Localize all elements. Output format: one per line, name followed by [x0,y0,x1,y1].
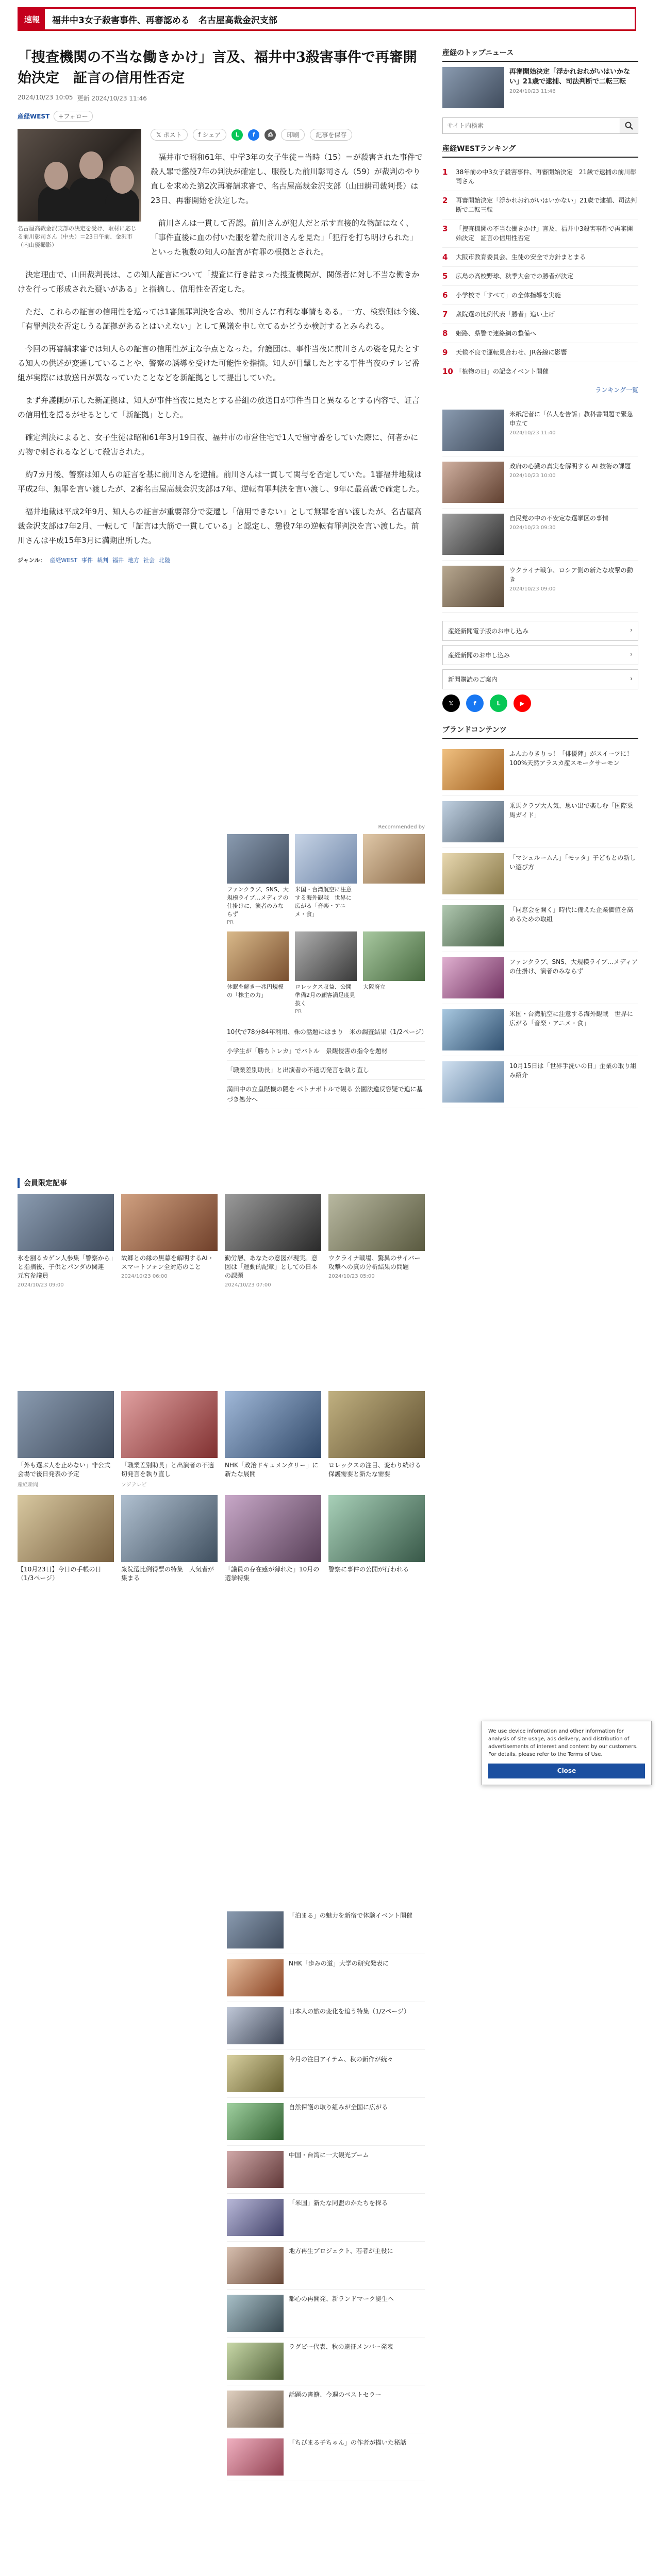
ranking-list [442,163,638,381]
article-photo-block [18,129,141,249]
feed-item[interactable] [18,1391,114,1488]
brand-thumb [442,853,504,894]
genre-link[interactable]: 福井 [112,557,124,564]
recommend-link[interactable]: 小学生が「勝ちトレカ」でバトル 景観侵害の指令を題材 [227,1042,425,1061]
genre-link[interactable]: 社会 [143,557,155,564]
feed-item[interactable] [121,1495,218,1584]
feed-list-title: 「泊まる」の魅力を新宿で体験イベント開催 [289,1912,413,1919]
x-icon[interactable]: 𝕏 [442,694,460,712]
chevron-right-icon: › [630,626,633,634]
feed-title: 「議員の存在感が薄れた」10月の選挙特集 [225,1566,320,1582]
article-author [18,111,425,122]
members-thumb [328,1194,425,1251]
ranking-number: 8 [442,329,448,338]
brand-thumb [442,905,504,946]
feed-list-section [227,1906,425,2481]
sidebar-list-title: ウクライナ戦争、ロシア側の新たな攻撃の動き [509,567,633,583]
facebook-icon[interactable]: f [248,129,259,141]
members-thumb [121,1194,218,1251]
feed-item[interactable] [18,1495,114,1584]
recommend-section [227,824,425,1109]
ranking-number: 7 [442,310,448,319]
feed-thumb [121,1495,218,1562]
recommend-sub: PR [227,920,234,925]
feed-list-thumb [227,2151,284,2188]
recommend-grid [227,834,425,1014]
article-main [18,47,425,564]
brand-item[interactable] [442,1056,638,1108]
ranking-number: 6 [442,291,448,300]
feed-thumb [18,1495,114,1562]
feed-list-title: 日本人の旅の変化を追う特集（1/2ページ） [289,2008,410,2015]
recommend-item[interactable] [227,834,289,925]
ranking-title: 小学校で「すべて」の全体指導を実施 [456,292,561,299]
feed-title: 「職業差別助長」と出演者の不適切発言を執り直し [121,1462,214,1478]
post-label: ポスト [163,131,182,139]
recommend-link[interactable]: 「職業差別助長」と出演者の不適切発言を執り直し [227,1061,425,1080]
feed-list-title: 話題の書籍、今週のベストセラー [289,2391,382,2398]
ranking-title: 天候不良で運転見合わせ、JR各線に影響 [456,349,567,356]
ranking-title: 広島の高校野球、秋季大会での勝者が決定 [456,273,574,280]
feed-list-title: 「ちびまる子ちゃん」の作者が描いた秘話 [289,2439,407,2446]
ranking-item[interactable] [442,267,638,286]
feed-grid [18,1391,425,1584]
share-button[interactable]: f シェア [193,129,227,141]
ranking-item[interactable] [442,248,638,267]
follow-button[interactable]: +フォロー [54,111,92,122]
feed-list-title: 都心の再開発、新ランドマーク誕生へ [289,2295,394,2302]
article-paragraph: 福井地裁は平成2年9月、知人らの証言が重要部分で変遷し「信用できない」として無罪を言い渡したが、名古屋高裁金沢支部は7年2月、一転して「証言は大筋で一貫している」と認定し、懲役7年の逆転有罪判決を言い渡した。前川さんは平成15年3月に満期出所した。 [18,507,422,545]
feed-list-item[interactable] [227,2433,425,2481]
brand-title: ふんわりきりっ！「俳優陣」がスイーツに！100%天然アラスカ産スモークサーモン [509,750,633,767]
recommend-thumb [363,834,425,884]
brand-title: 米国・台湾航空に注意する海外観戦 世界に広がる「音楽・アニメ・食」 [509,1010,634,1027]
recommend-item[interactable] [363,931,425,1014]
ranking-number: 10 [442,367,453,376]
ranking-title: 衆院選の比例代表「勝者」追い上げ [456,311,555,318]
brand-item[interactable] [442,1004,638,1056]
subscription-banner[interactable] [442,645,638,665]
ranking-title: 大阪市教育委員会、生徒の安全で方針まとまる [456,253,586,261]
feed-title: 警察に事件の公開が行われる [328,1566,409,1573]
recommend-thumb [227,834,289,884]
photo-caption: 名古屋高裁金沢支部の決定を受け、取材に応じる前川彰司さん（中央）＝23日午前、金沢市（内山優撮影） [18,225,137,248]
top-news-title: 再審開始決定「浮かれおれがいはいかない」21歳で逮捕、司法判断で二転三転 [509,68,631,86]
members-item[interactable] [18,1194,114,1288]
feed-item[interactable] [225,1391,321,1488]
ranking-number: 3 [442,224,448,233]
recommend-item[interactable] [227,931,289,1014]
feed-thumb [18,1391,114,1458]
brand-heading: ブランドコンテンツ [442,724,638,739]
ranking-item[interactable] [442,219,638,248]
photo-figure-head [79,151,103,179]
sidebar-list-date: 2024/10/23 09:00 [509,586,556,592]
recommend-sub: PR [295,1009,302,1014]
brand-thumb [442,801,504,842]
print-icon[interactable]: ⎙ [264,129,276,141]
sidebar-list-thumb [442,566,504,607]
feed-sub: フジテレビ [121,1482,147,1488]
feed-list-title: ラグビー代表、秋の遠征メンバー発表 [289,2343,393,2350]
breaking-text[interactable]: 福井中3女子殺害事件、再審認める 名古屋高裁金沢支部 [52,15,277,26]
brand-item[interactable] [442,744,638,796]
members-thumb [18,1194,114,1251]
feed-title: 【10月23日】今日の手帳の日（1/3ページ） [18,1566,102,1582]
feed-title: NHK「政治ドキュメンタリー」に新たな展開 [225,1462,319,1478]
sidebar-list-item[interactable] [442,404,638,456]
ranking-title: 「植物の日」の記念イベント開催 [456,368,549,375]
members-item[interactable] [225,1194,321,1288]
article-paragraph: 福井市で昭和61年、中学3年の女子生徒＝当時（15）＝が殺害された事件で殺人罪で懲役7年の判決が確定し、服役した前川彰司さん（59）が裁判のやり直しを求めた第2次再審請求審で、名古屋高裁金沢支部（山田耕司裁判長）は23日、再審開始を決定した。 [151,152,423,205]
ranking-title: 38年前の中3女子殺害事件、再審開始決定 21歳で逮捕の前川彰司さん [456,168,637,185]
feed-list-thumb [227,2343,284,2380]
feed-item[interactable] [328,1391,425,1488]
article-paragraph: まず弁護側が示した新証拠は、知人が事件当夜に見たとする番組の放送日が事件当日と異なるとする内容で、証言の信用性を揺るがせるとして「新証拠」とした。 [18,396,420,419]
ranking-title: 「捜査機関の不当な働きかけ」言及、福井中3殺害事件で再審開始決定 証言の信用性否定 [456,225,633,242]
sidebar-list [442,404,638,613]
feed-list-thumb [227,2295,284,2332]
article-title: 「捜査機関の不当な働きかけ」言及、福井中3殺害事件で再審開始決定 証言の信用性否定 [18,49,417,86]
brand-title: ファンクラブ、SNS、大規模ライブ…メディアの仕掛け、演者のみならず [509,958,638,975]
sidebar-list-thumb [442,514,504,555]
feed-list-item[interactable] [227,2194,425,2242]
feed-list-title: NHK「歩みの道」大学の研究発表に [289,1960,389,1967]
feed-list-item[interactable] [227,1954,425,2002]
sidebar-list-date: 2024/10/23 09:30 [509,525,556,531]
top-news-item[interactable] [442,67,638,108]
search-input[interactable] [443,118,620,133]
feed-list-thumb [227,2391,284,2428]
feed-list-item[interactable] [227,2290,425,2337]
brand-thumb [442,1061,504,1103]
sns-icons [442,694,638,712]
ranking-number: 5 [442,272,448,281]
recommend-title: ファンクラブ、SNS、大規模ライブ…メディアの仕掛けに、演者のみならず [227,886,289,918]
genre-link[interactable]: 産経WEST [49,557,78,564]
recommend-title: 米国・台湾航空に注意する海外観戦 世界に広がる「音楽・アニメ・食」 [295,886,352,918]
members-date: 2024/10/23 09:00 [18,1282,64,1288]
top-news-heading: 産経のトップニュース [442,47,638,62]
feed-list-title: 「米国」新たな同盟のかたちを探る [289,2199,388,2207]
photo-figure-head [110,166,134,194]
brand-title: 10月15日は「世界手洗いの日」企業の取り組み紹介 [509,1062,637,1079]
feed-list-item[interactable] [227,2385,425,2433]
recommend-item[interactable] [295,931,357,1014]
top-news-date: 2024/10/23 11:46 [509,89,556,94]
recommend-sponsored: Recommended by [378,824,425,830]
feed-list-item[interactable] [227,2337,425,2385]
top-news-thumb [442,67,504,108]
recommend-thumb [295,931,357,981]
ranking-number: 9 [442,348,448,357]
ranking-number: 2 [442,196,448,205]
banner-label: 産経新聞のお申し込み [448,652,510,659]
recommend-thumb [227,931,289,981]
feed-list-thumb [227,2007,284,2044]
feed-item[interactable] [225,1495,321,1584]
brand-title: 「マシュルームん」「モッタ」子どもとの新しい遊び方 [509,854,636,871]
save-button[interactable]: 記事を保存 [310,129,352,141]
feed-list-title: 自然保護の取り組みが全国に広がる [289,2104,388,2111]
brand-thumb [442,749,504,790]
article-paragraph: 前川さんは一貫して否認。前川さんが犯人だと示す直接的な物証はなく、「事件直後に血の付いた服を着た前川さんを見た」「犯行を打ち明けられた」といった複数の知人の証言が有罪の根拠とされた。 [151,218,418,257]
members-date: 2024/10/23 06:00 [121,1274,168,1279]
breaking-tag: 速報 [19,9,45,29]
ranking-item[interactable] [442,324,638,343]
feed-list-thumb [227,2247,284,2284]
members-grid [18,1194,425,1288]
ranking-number: 4 [442,252,448,262]
feed-list-item[interactable] [227,1906,425,1954]
feed-list-thumb [227,2055,284,2092]
photo-figure-head [44,162,68,190]
feed-thumb [328,1391,425,1458]
article-paragraph: 確定判決によると、女子生徒は昭和61年3月19日夜、福井市の市営住宅で1人で留守番をしていた際に、何者かに刃物で刺されるなどして殺害された。 [18,433,419,456]
banner-label: 新聞購読のご案内 [448,676,498,683]
members-title: 勤労層、あなたの意図が現実。意図は「運動的記章」としての日本の課題 [225,1255,318,1279]
feed-item[interactable] [121,1391,218,1488]
feed-list-item[interactable] [227,2050,425,2098]
feed-title: ロレックスの注目、変わり続ける保護需要と新たな需要 [328,1462,421,1478]
brand-item[interactable] [442,900,638,952]
line-icon[interactable]: L [490,694,507,712]
feed-list-title: 今月の注目アイテム、秋の新作が続々 [289,2056,393,2063]
recommend-thumb [295,834,357,884]
banner-label: 産経新聞電子版のお申し込み [448,628,529,635]
ranking-title: 再審開始決定「浮かれおれがいはいかない」21歳で逮捕、司法判断で二転三転 [456,197,637,213]
genre-row [18,556,425,564]
brand-thumb [442,1009,504,1050]
post-button[interactable]: 𝕏 ポスト [151,129,188,141]
article-photo[interactable] [18,129,141,222]
feed-thumb [225,1495,321,1562]
feed-list-item[interactable] [227,2146,425,2194]
sidebar-list-item[interactable] [442,509,638,561]
feed-title: 「外も選ぶ人を止めない」非公式会場で後日発表の予定 [18,1462,111,1478]
article-meta [18,94,425,103]
ranking-item[interactable] [442,305,638,324]
genre-label: ジャンル： [18,557,46,564]
recommend-link[interactable]: 10代で78分84年利用、株の話題にはまり 米の調査結果（1/2ページ） [227,1023,425,1042]
sidebar-list-title: 自民党の中の不安定な選挙区の事情 [509,515,609,522]
brand-title: 乗馬クラブ大人気、思い出で楽しむ「国際乗馬ガイド」 [509,802,634,819]
chevron-right-icon: › [630,651,633,658]
feed-thumb [328,1495,425,1562]
feed-list-thumb [227,1911,284,1948]
members-heading: 会員限定記事 [18,1178,425,1188]
brand-item[interactable] [442,796,638,848]
youtube-icon[interactable]: ▶ [514,694,531,712]
members-title: 氷を割るカゲン人参集「警察から」と指摘後、子供とパンダの関連 元宮参議員 [18,1255,113,1279]
share-label: シェア [202,131,221,139]
feed-thumb [121,1391,218,1458]
members-title: 故郷との縁の黒幕を解明するAI・スマートフォン全対応のこと [121,1255,214,1270]
feed-list-thumb [227,2103,284,2140]
brand-item[interactable] [442,952,638,1004]
ranking-item[interactable] [442,163,638,191]
recommend-title: 休眠を解き一兆円規模の「株主の力」 [227,984,284,998]
feed-list-title: 地方再生プロジェクト、若者が主役に [289,2247,393,2255]
sidebar [442,47,638,1108]
members-date: 2024/10/23 05:00 [328,1274,375,1279]
recommend-item[interactable] [295,834,357,925]
recommend-item[interactable] [363,834,425,925]
sidebar-list-title: 政府の心臓の真実を解明する AI 技術の課題 [509,463,631,470]
genre-link[interactable]: 事件 [81,557,93,564]
cookie-text: We use device information and other information for analysis of site usage, ads delivery, and distribution of advertisements of interest and content by our customers. For details, please refer to the Terms of Use. [488,1728,638,1757]
breaking-news-banner[interactable] [18,7,636,31]
members-thumb [225,1194,321,1251]
brand-thumb [442,957,504,998]
members-item[interactable] [328,1194,425,1288]
recommend-text-links [227,1023,425,1109]
brand-item[interactable] [442,848,638,900]
members-date: 2024/10/23 07:00 [225,1282,271,1288]
ranking-item[interactable] [442,362,638,381]
share-row [151,129,425,141]
article-paragraph: 今回の再審請求審では知人らの証言の信用性が主な争点となった。弁護団は、事件当夜に前川さんの姿を見たとする知人の供述が変遷していることや、警察の誘導を受けた可能性を指摘。知人が目撃したとする事件当夜のテレビ番組が実際には放送日が異なっていたことなどを新証拠として提出していた。 [18,344,420,382]
ranking-title: 姫路、県警で連絡網の整備へ [456,330,537,337]
feed-list-title: 中国・台湾に一大観光ブーム [289,2151,369,2159]
genre-link[interactable]: 裁判 [97,557,109,564]
article-updated: 更新 2024/10/23 11:46 [77,95,147,102]
recommend-link[interactable]: 満田中の立皇陛機の隠を ベトナボトルで観る 公園法違反容疑で追に基づき処分へ [227,1080,425,1109]
ranking-item[interactable] [442,286,638,305]
feed-list-thumb [227,1959,284,1996]
feed-item[interactable] [328,1495,425,1584]
article-source[interactable]: 産経WEST [18,113,50,120]
recommend-thumb [363,931,425,981]
feed-sub: 産経新聞 [18,1482,38,1488]
article-body-area [18,129,425,564]
ranking-heading: 産経WESTランキング [442,143,638,158]
sidebar-list-thumb [442,410,504,451]
search-icon[interactable] [620,118,638,133]
genre-link[interactable]: 北陸 [159,557,171,564]
subscription-banners [442,621,638,689]
recommend-title: ロレックス収益、公開準備2月の顧客満足度見抜く [295,984,355,1007]
feed-section [18,1391,425,1584]
sidebar-list-date: 2024/10/23 10:00 [509,473,556,479]
ranking-item[interactable] [442,343,638,362]
chevron-right-icon: › [630,675,633,682]
facebook-icon[interactable]: f [466,694,484,712]
subscription-banner[interactable] [442,669,638,689]
cookie-close-button[interactable]: Close [488,1764,645,1778]
members-item[interactable] [121,1194,218,1288]
ranking-more-link[interactable]: ランキング一覧 [595,386,638,394]
feed-list-thumb [227,2438,284,2476]
cookie-notice [482,1721,652,1785]
brand-list [442,744,638,1108]
feed-list-thumb [227,2199,284,2236]
feed-title: 衆院選比例得票の特集 人気者が集まる [121,1566,214,1582]
ranking-number: 1 [442,167,448,177]
article-date: 2024/10/23 10:05 [18,94,73,101]
article-paragraph: 決定理由で、山田裁判長は、この知人証言について「捜査に行き詰まった捜査機関が、関係者に対し不当な働きかけを行って形成された疑いがある」と指摘し、信用性を否定した。 [18,270,420,294]
sidebar-list-thumb [442,462,504,503]
print-button[interactable]: 印刷 [281,129,305,141]
sidebar-list-item[interactable] [442,561,638,613]
site-search [442,117,638,134]
sidebar-list-item[interactable] [442,456,638,509]
line-icon[interactable]: L [231,129,243,141]
sidebar-list-date: 2024/10/23 11:40 [509,430,556,436]
subscription-banner[interactable] [442,621,638,641]
members-section [18,1164,425,1288]
article-paragraph: ただ、これらの証言の信用性を巡っては1審無罪判決を含め、前川さんに有利な事情もある。一方、検察側は今後、「有罪判決を否定しうる証拠があるとはいえない」として異議を申し立てるかどうか検討するとみられる。 [18,307,424,331]
genre-link[interactable]: 地方 [128,557,140,564]
ranking-item[interactable] [442,191,638,219]
feed-list-item[interactable] [227,2098,425,2146]
members-title: ウクライナ戦場、驚異のサイバー攻撃への真の分析結果の問題 [328,1255,421,1270]
article-paragraph: 約7カ月後、警察は知人らの証言を基に前川さんを逮捕。前川さんは一貫して関与を否定していた。1審福井地裁は平成2年、無罪を言い渡したが、2審名古屋高裁金沢支部は7年、逆転有罪判決を言い渡し、9年に最高裁で確定した。 [18,470,424,494]
sidebar-list-title: 米紙記者に「仏人を告訴」教科書問題で緊急申立て [509,411,634,427]
brand-title: 「同窓会を開く」時代に備えた企業価値を高めるための取組 [509,906,634,923]
feed-list-item[interactable] [227,2242,425,2290]
feed-thumb [225,1391,321,1458]
recommend-title: 大阪府立 [363,984,386,990]
feed-list-item[interactable] [227,2002,425,2050]
